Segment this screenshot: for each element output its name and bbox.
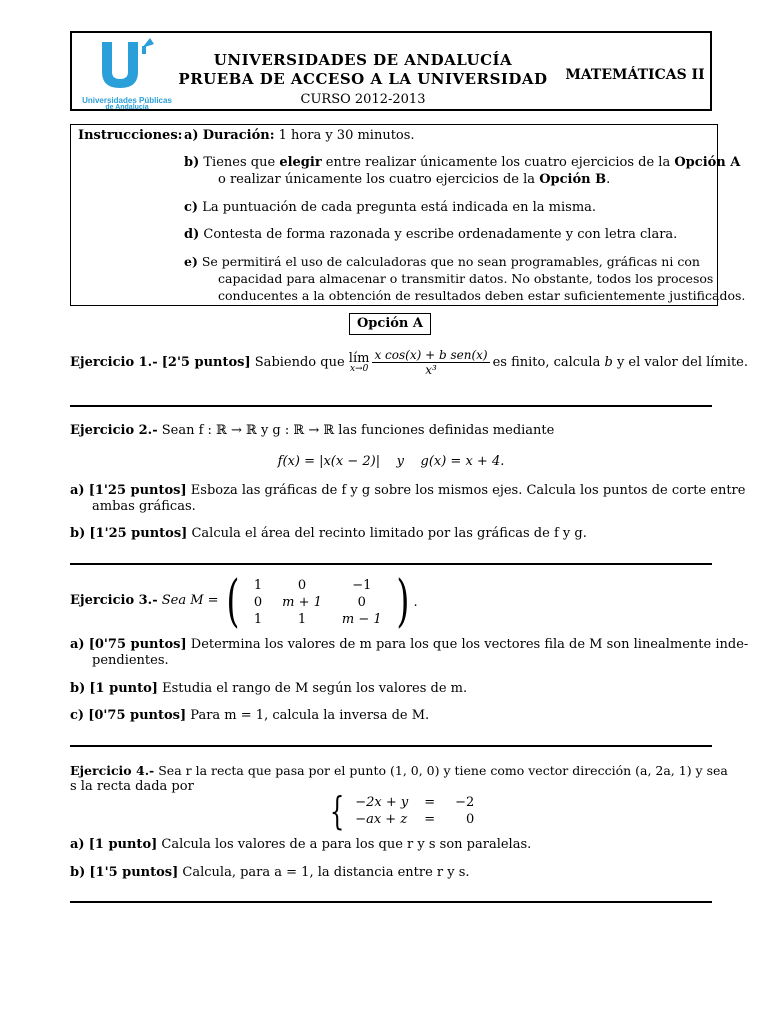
ex3-part-b: b) [1 punto] Estudia el rango de M según los valores de m.: [70, 681, 468, 696]
exercise-4-intro: Ejercicio 4.- Sea r la recta que pasa por el punto (1, 0, 0) y tiene como vector dirección (a, 2a, 1) y sea: [70, 763, 728, 778]
logo: [82, 36, 174, 110]
ex2-part-a: a) [1'25 puntos] Esboza las gráficas de f y g sobre los mismos ejes. Calcula los puntos de corte entre: [70, 483, 746, 498]
header-title1: UNIVERSIDADES DE ANDALUCÍA: [213, 51, 513, 69]
ex4-part-a: a) [1 punto] Calcula los valores de a para los que r y s son paralelas.: [70, 837, 532, 852]
instruction-c: c) La puntuación de cada pregunta está indicada en la misma.: [184, 200, 597, 215]
instruction-b: b) Tienes que elegir entre realizar únicamente los cuatro ejercicios de la Opción A: [184, 155, 741, 170]
left-paren: (: [226, 569, 240, 634]
divider-2: [70, 563, 712, 565]
ex3-part-c: c) [0'75 puntos] Para m = 1, calcula la inversa de M.: [70, 708, 430, 723]
brace: {: [329, 789, 345, 833]
divider-4: [70, 901, 712, 903]
exercise-1: Ejercicio 1.- [2'5 puntos] Sabiendo que lím x→0 $\frac{\text{x cos(x) + b sen(x)}}{\text{x³}}$ es finito, calcula b y el valor del límite.: [70, 348, 748, 377]
ex4-part-b: b) [1'5 puntos] Calcula, para a = 1, la distancia entre r y s.: [70, 865, 470, 880]
ex2-part-a-cont: ambas gráficas.: [92, 499, 196, 514]
system-table: −2x + y = −2 −ax + z = 0: [355, 795, 475, 827]
right-paren: ): [396, 569, 410, 634]
instructions-label: Instrucciones:: [78, 128, 183, 143]
ex3-matrix: ( 1 0 −1 0 m + 1 0 1 1 m − 1 ) .: [226, 569, 418, 634]
ex3-part-a-cont: pendientes.: [92, 653, 169, 668]
ex1-points: [2'5 puntos]: [161, 355, 251, 370]
ex4-system: [325, 789, 484, 833]
exercise-2-intro: Ejercicio 2.- Sean f : ℝ → ℝ y g : ℝ → ℝ las funciones definidas mediante: [70, 423, 555, 438]
divider-3: [70, 745, 712, 747]
ex1-fraction: $\frac{\text{x cos(x) + b sen(x)}}{\text{x³}}$: [374, 348, 488, 377]
header-subject: MATEMÁTICAS II: [565, 67, 705, 83]
instruction-e: e) Se permitirá el uso de calculadoras que no sean programables, gráficas ni con: [184, 254, 700, 269]
option-title: Opción A: [349, 313, 431, 335]
instruction-e-line2: capacidad para almacenar o transmitir datos. No obstante, todos los procesos: [218, 271, 714, 286]
ex3-part-a: a) [0'75 puntos] Determina los valores de m para los que los vectores fila de M son linealmente inde-: [70, 637, 749, 652]
instruction-b-cont: o realizar únicamente los cuatro ejercicios de la Opción B.: [218, 172, 611, 187]
ex2-formula: f(x) = |x(x − 2)| y g(x) = x + 4.: [277, 454, 505, 469]
logo-u-icon: [82, 36, 174, 94]
header-title2: PRUEBA DE ACCESO A LA UNIVERSIDAD: [178, 70, 548, 88]
logo-line1: Universidades Públicas: [82, 96, 172, 105]
instruction-d: d) Contesta de forma razonada y escribe ordenadamente y con letra clara.: [184, 227, 678, 242]
logo-line2: de Andalucía: [105, 104, 149, 111]
header-course: CURSO 2012-2013: [300, 92, 426, 107]
instruction-e-line3: conducentes a la obtención de resultados deben estar suficientemente justificados.: [218, 288, 746, 303]
instruction-a: a) Duración: 1 hora y 30 minutos.: [184, 128, 415, 143]
divider-1: [70, 405, 712, 407]
matrix-table: 1 0 −1 0 m + 1 0 1 1 m − 1: [253, 577, 382, 627]
ex1-limit: lím x→0: [348, 350, 370, 374]
exercise-3-intro: Ejercicio 3.- Sea M =: [70, 593, 219, 608]
ex4-line2: s la recta dada por: [70, 779, 194, 794]
ex1-label: Ejercicio 1.-: [70, 355, 158, 370]
ex2-part-b: b) [1'25 puntos] Calcula el área del recinto limitado por las gráficas de f y g.: [70, 526, 587, 541]
